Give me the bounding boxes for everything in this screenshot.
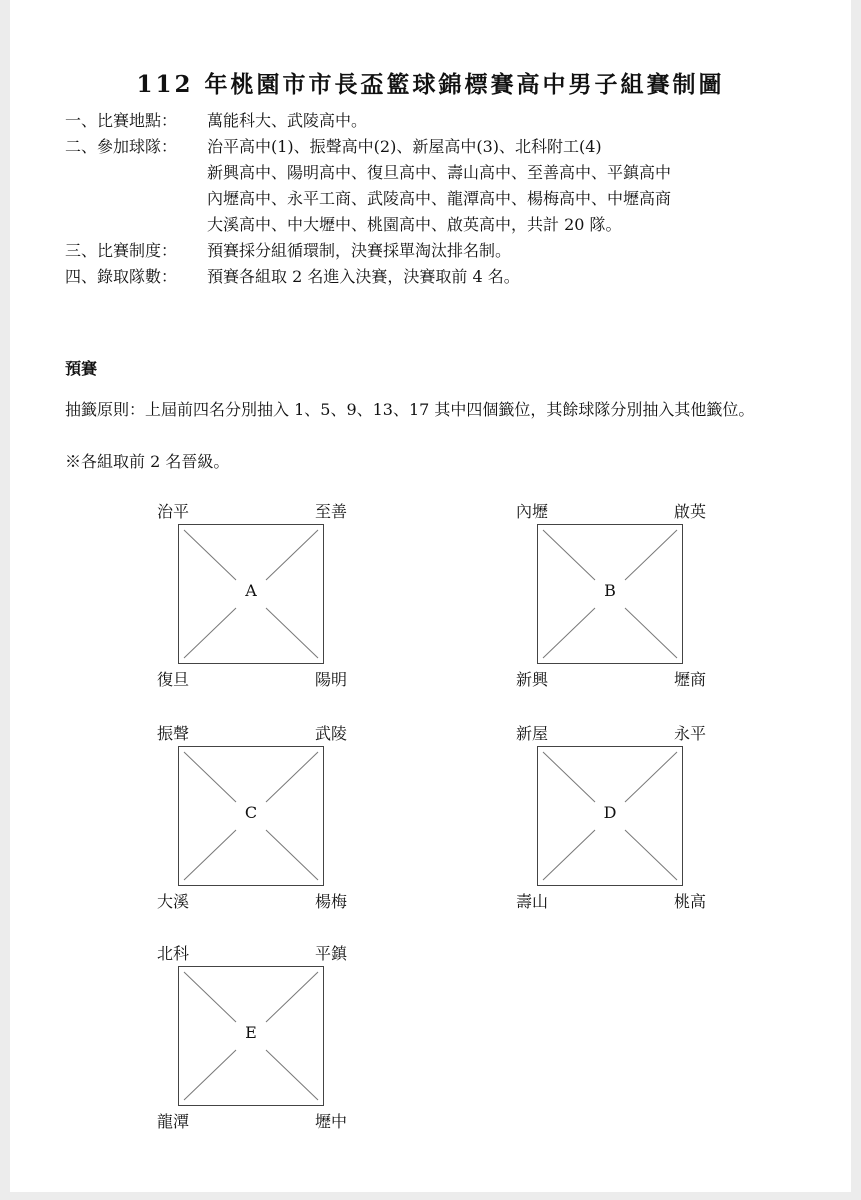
team-top-right: 武陵 [314,724,347,743]
group-label: B [604,581,616,600]
format-value: 預賽採分組循環制，決賽採單淘汰排名制。 [207,241,512,260]
teams-row [65,134,671,160]
teams-line: 新興高中、陽明高中、復旦高中、壽山高中、至善高中、平鎮高中 [207,163,672,182]
team-top-right: 平鎮 [314,944,347,963]
teams-line: 治平高中(1)、振聲高中(2)、新屋高中(3)、北科附工(4) [207,137,602,156]
left-page-edge [0,0,10,1200]
venue-value: 萬能科大、武陵高中。 [207,111,368,130]
teams-label: 二、參加球隊： [65,137,178,156]
team-top-left: 新屋 [516,724,549,743]
venue-row [65,108,671,134]
group-a-diagram [157,499,347,689]
group-label: E [245,1023,257,1042]
group-label: A [245,581,257,600]
team-top-left: 振聲 [157,724,190,743]
team-top-right: 至善 [314,502,347,521]
right-page-edge [851,0,861,1200]
group-b-diagram [516,499,706,689]
qualify-label: 四、錄取隊數： [65,267,178,286]
qualify-value: 預賽各組取 2 名進入決賽，決賽取前 4 名。 [207,267,520,286]
team-bottom-right: 壢中 [314,1112,347,1131]
format-row [65,238,671,264]
group-e-diagram [157,941,347,1131]
bottom-page-edge [0,1192,861,1200]
team-bottom-left: 壽山 [516,892,549,911]
team-top-right: 啟英 [673,502,706,521]
team-bottom-right: 桃高 [673,892,706,911]
group-label: D [603,803,617,822]
team-bottom-left: 大溪 [157,892,190,911]
tournament-info [65,108,671,290]
group-d-diagram [516,721,706,911]
advance-note: ※各組取前 2 名晉級。 [65,452,230,471]
prelim-heading: 預賽 [65,359,98,378]
format-label: 三、比賽制度： [65,241,178,260]
group-c-diagram [157,721,347,911]
draw-rule: 抽籤原則：上屆前四名分別抽入 1、5、9、13、17 其中四個籤位，其餘球隊分別抽入其他籤位。 [65,400,755,419]
team-bottom-left: 新興 [516,670,549,689]
document-title: 112 年桃園市市長盃籃球錦標賽高中男子組賽制圖 [136,71,725,98]
teams-line: 大溪高中、中大壢中、桃園高中、啟英高中，共計 20 隊。 [207,215,622,234]
team-top-left: 內壢 [516,502,549,521]
team-bottom-right: 壢商 [673,670,706,689]
venue-label: 一、比賽地點： [65,111,178,130]
team-bottom-left: 復旦 [157,670,190,689]
team-bottom-left: 龍潭 [157,1112,190,1131]
team-top-right: 永平 [673,724,706,743]
teams-line: 內壢高中、永平工商、武陵高中、龍潭高中、楊梅高中、中壢高商 [207,189,672,208]
team-bottom-right: 陽明 [314,670,347,689]
team-top-left: 治平 [157,502,190,521]
group-label: C [244,803,258,822]
team-bottom-right: 楊梅 [314,892,347,911]
team-top-left: 北科 [157,944,190,963]
qualify-row [65,264,671,290]
